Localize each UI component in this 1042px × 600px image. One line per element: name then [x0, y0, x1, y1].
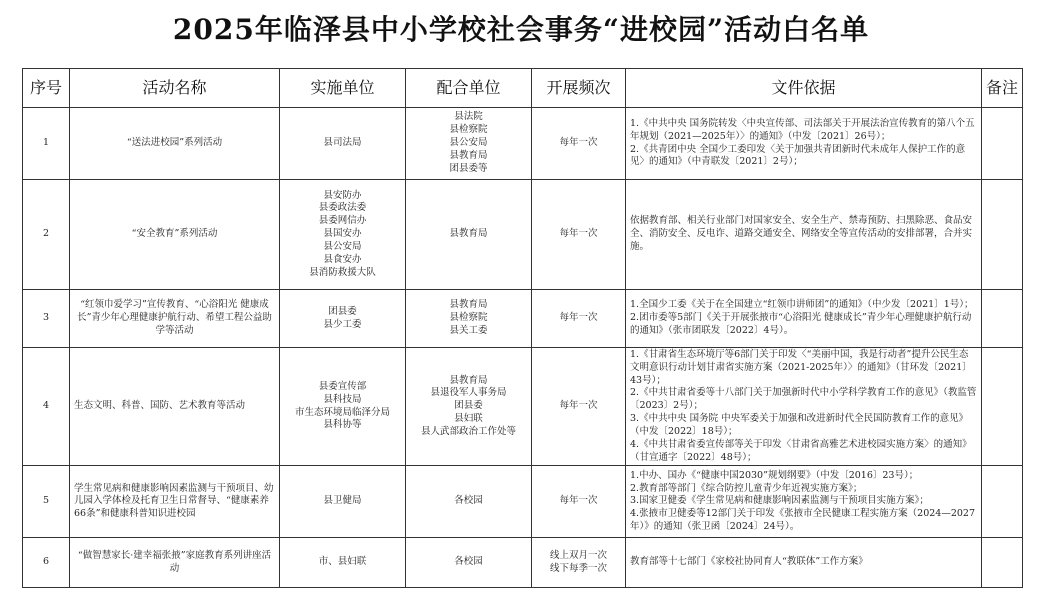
- cell-implementer: [280, 180, 406, 290]
- cooperator-line: 县人武部政治工作处等: [420, 425, 516, 437]
- cell-frequency: [532, 180, 626, 290]
- implementer-line: 县少工委: [323, 318, 362, 330]
- cell-no: 2: [23, 180, 70, 290]
- implementer-line: 县消防救援大队: [309, 266, 376, 278]
- cell-cooperators: [406, 348, 532, 466]
- header-activity: 活动名称: [70, 69, 280, 108]
- implementer-line: 县司法局: [323, 137, 362, 149]
- basis-line: 4.《中共甘肃省委宣传部等关于印发〈甘肃省高雅艺术进校园实施方案〉的通知》（甘宣通字〔2022〕48号）；: [630, 438, 972, 463]
- table-row: [23, 348, 1023, 466]
- frequency-line: 每年一次: [559, 137, 598, 149]
- cooperator-line: 团县委等: [449, 162, 488, 174]
- implementer-line: 县公安局: [323, 240, 362, 252]
- cell-implementer: [280, 348, 406, 466]
- header-remark: 备注: [982, 69, 1023, 108]
- cooperator-line: 各校园: [454, 495, 483, 507]
- implementer-line: 市、县妇联: [318, 556, 367, 568]
- cell-cooperators: [406, 466, 532, 538]
- table-row: [23, 538, 1023, 588]
- cooperator-line: 县检察院: [449, 124, 488, 136]
- cooperator-line: 县教育局: [449, 374, 488, 386]
- basis-line: 2.团市委等5部门《关于开展张掖市“心浴阳光 健康成长”青少年心理健康护航行动的通知》（张市团联发〔2022〕4号）。: [630, 312, 972, 336]
- header-no: 序号: [23, 69, 70, 108]
- cell-frequency: [532, 466, 626, 538]
- cell-remark: [982, 290, 1023, 348]
- cell-basis: [626, 348, 982, 466]
- cell-no: 5: [23, 466, 70, 538]
- implementer-line: 县科技局: [323, 393, 362, 405]
- cell-cooperators: [406, 180, 532, 290]
- table-row: [23, 180, 1023, 290]
- cell-remark: [982, 180, 1023, 290]
- cell-activity: “红领巾爱学习”宣传教育、“心浴阳光 健康成长”青少年心理健康护航行动、希望工程公益助学等活动: [70, 290, 280, 348]
- cooperator-line: 县退役军人事务局: [430, 387, 507, 399]
- header-row: [23, 69, 1023, 108]
- cooperator-line: 县公安局: [449, 137, 488, 149]
- basis-line: 3.国家卫健委《学生常见病和健康影响因素监测与干预项目实施方案》；: [630, 495, 929, 507]
- header-implementer: 实施单位: [280, 69, 406, 108]
- frequency-line: 每年一次: [559, 400, 598, 412]
- cell-activity: “做智慧家长·建幸福张掖”家庭教育系列讲座活动: [70, 538, 280, 588]
- basis-line: 3.《中共中央 国务院 中央军委关于加强和改进新时代全民国防教育工作的意见》（中发〔2022〕18号）；: [630, 413, 969, 437]
- cooperator-line: 县法院: [454, 111, 483, 123]
- cooperator-line: 团县委: [454, 400, 483, 412]
- cell-remark: [982, 538, 1023, 588]
- cell-activity: 学生常见病和健康影响因素监测与干预项目、幼儿园入学体检及托育卫生日常督导、“健康素养66条”和健康科普知识进校园: [70, 466, 280, 538]
- cell-remark: [982, 466, 1023, 538]
- table-row: [23, 290, 1023, 348]
- basis-line: 2.《共青团中央 全国少工委印发〈关于加强共青团新时代未成年人保护工作的意见〉的通知》（中青联发〔2021〕2号）；: [630, 143, 966, 168]
- basis-line: 依据教育部、相关行业部门对国家安全、安全生产、禁毒预防、扫黑除恶、食品安全、消防安全、反电诈、道路交通安全、网络安全等宣传活动的安排部署，合并实施。: [630, 215, 973, 252]
- implementer-line: 团县委: [328, 305, 357, 317]
- basis-line: 1.《甘肃省生态环境厅等6部门关于印发〈“美丽中国，我是行动者”提升公民生态文明意识行动计划甘肃省实施方案（2021-2025年）〉的通知》（甘环发〔2021〕43号）；: [630, 349, 972, 386]
- whitelist-table: [22, 68, 1023, 588]
- basis-line: 4.张掖市卫健委等12部门关于印发《张掖市全民健康工程实施方案（2024—2027年）》的通知（张卫函〔2024〕24号）。: [630, 508, 976, 533]
- frequency-line: 每年一次: [559, 495, 598, 507]
- header-basis: 文件依据: [626, 69, 982, 108]
- cell-cooperators: [406, 538, 532, 588]
- cell-no: 3: [23, 290, 70, 348]
- cell-no: 4: [23, 348, 70, 466]
- cooperator-line: 县检察院: [449, 312, 488, 324]
- cell-frequency: [532, 538, 626, 588]
- cooperator-line: 县教育局: [449, 149, 488, 161]
- implementer-line: 县科协等: [323, 419, 362, 431]
- cooperator-line: 县妇联: [454, 413, 483, 425]
- implementer-line: 县委宣传部: [318, 381, 367, 393]
- cell-basis: [626, 290, 982, 348]
- cell-basis: [626, 538, 982, 588]
- table-row: [23, 108, 1023, 180]
- implementer-line: 县安防办: [323, 189, 362, 201]
- cooperator-line: 各校园: [454, 556, 483, 568]
- cell-activity: “安全教育”系列活动: [70, 180, 280, 290]
- cell-remark: [982, 348, 1023, 466]
- cell-implementer: [280, 290, 406, 348]
- cell-no: 1: [23, 108, 70, 180]
- cell-activity: “送法进校园”系列活动: [70, 108, 280, 180]
- frequency-line: 每年一次: [559, 312, 598, 324]
- cell-frequency: [532, 348, 626, 466]
- cell-implementer: [280, 538, 406, 588]
- cell-no: 6: [23, 538, 70, 588]
- cell-basis: [626, 180, 982, 290]
- basis-line: 1.《中共中央 国务院转发〈中央宣传部、司法部关于开展法治宣传教育的第八个五年规划（2021—2025年）〉的通知》（中发〔2021〕26号）；: [630, 117, 975, 142]
- cell-frequency: [532, 290, 626, 348]
- basis-line: 2.教育部等部门《综合防控儿童青少年近视实施方案》；: [630, 482, 863, 494]
- cell-implementer: [280, 466, 406, 538]
- table-row: [23, 466, 1023, 538]
- frequency-line: 每年一次: [559, 228, 598, 240]
- implementer-line: 县卫健局: [323, 495, 362, 507]
- cell-frequency: [532, 108, 626, 180]
- implementer-line: 县国安办: [323, 228, 362, 240]
- cell-remark: [982, 108, 1023, 180]
- cell-activity: 生态文明、科普、国防、艺术教育等活动: [70, 348, 280, 466]
- implementer-line: 市生态环境局临泽分局: [294, 406, 390, 418]
- cell-basis: [626, 108, 982, 180]
- cell-cooperators: [406, 108, 532, 180]
- basis-line: 1.全国少工委《关于在全国建立“红领巾讲师团”的通知》（中少发〔2021〕1号）；: [630, 299, 974, 311]
- implementer-line: 县食安办: [323, 253, 362, 265]
- page-title: 2025年临泽县中小学校社会事务“进校园”活动白名单: [172, 13, 870, 46]
- basis-line: 2.《中共甘肃省委等十八部门关于加强新时代中小学科学教育工作的意见》（教监管〔2023〕2号）；: [630, 387, 977, 412]
- cooperator-line: 县关工委: [449, 324, 488, 336]
- header-cooperators: 配合单位: [406, 69, 532, 108]
- cell-cooperators: [406, 290, 532, 348]
- frequency-line: 线下每季一次: [549, 562, 607, 574]
- cooperator-line: 县教育局: [449, 228, 488, 240]
- header-frequency: 开展频次: [532, 69, 626, 108]
- cooperator-line: 县教育局: [449, 299, 488, 311]
- cell-implementer: [280, 108, 406, 180]
- frequency-line: 线上双月一次: [549, 550, 607, 561]
- implementer-line: 县委政法委: [318, 202, 367, 214]
- basis-line: 1.中办、国办《“健康中国2030”规划纲要》（中发〔2016〕23号）；: [630, 469, 919, 481]
- implementer-line: 县委网信办: [318, 215, 367, 227]
- basis-line: 教育部等十七部门《家校社协同育人“教联体”工作方案》: [630, 556, 868, 568]
- cell-basis: [626, 466, 982, 538]
